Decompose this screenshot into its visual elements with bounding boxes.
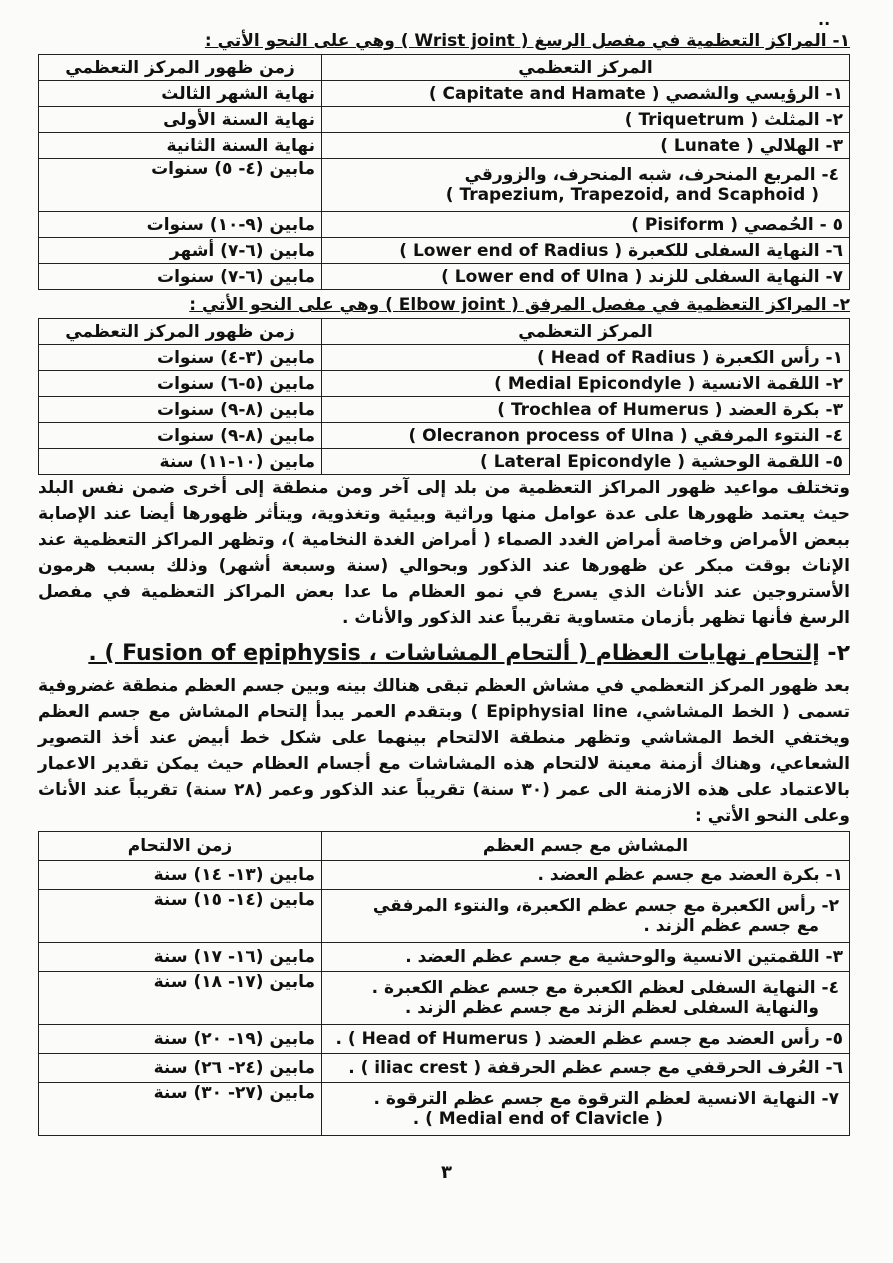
table-row — [39, 212, 850, 238]
table-row — [39, 133, 850, 159]
table-row — [39, 81, 850, 107]
cell-time: مابين (٤- ٥) سنوات — [39, 159, 322, 212]
cell-center: ١- الرؤيسي والشصي ( Capitate and Hamate ) — [322, 81, 850, 107]
cell-time: مابين (٥-٦) سنوات — [39, 371, 322, 397]
column-header-center: المركز التعظمي — [322, 319, 850, 345]
cell-time: مابين (٣-٤) سنوات — [39, 345, 322, 371]
cell-center: ٦- النهاية السفلى للكعبرة ( Lower end of Radius ) — [322, 238, 850, 264]
section-title-number: ٢- — [819, 641, 850, 666]
cell-time: مابين (٨-٩) سنوات — [39, 423, 322, 449]
table-row — [39, 972, 850, 1025]
cell-center — [322, 890, 850, 943]
cell-time: مابين (١٤- ١٥) سنة — [39, 890, 322, 943]
cell-center: ٧- النهاية السفلى للزند ( Lower end of Ulna ) — [322, 264, 850, 290]
cell-time: مابين (٩-١٠) سنوات — [39, 212, 322, 238]
cell-time: مابين (١٠-١١) سنة — [39, 449, 322, 475]
cell-time: مابين (٢٧- ٣٠) سنة — [39, 1083, 322, 1136]
table-row — [39, 1083, 850, 1136]
cell-line: ٤- المربع المنحرف، شبه المنحرف، والزورقي — [464, 165, 839, 185]
table-row — [39, 264, 850, 290]
table-row — [39, 238, 850, 264]
table-row — [39, 1054, 850, 1083]
cell-center: ٥- اللقمة الوحشية ( Lateral Epicondyle ) — [322, 449, 850, 475]
cell-time: مابين (٢٤- ٢٦) سنة — [39, 1054, 322, 1083]
table-row — [39, 861, 850, 890]
column-header-time: زمن الالتحام — [39, 832, 322, 861]
cell-line: والنهاية السفلى لعظم الزند مع جسم عظم الزند . — [404, 998, 819, 1018]
column-header-time: زمن ظهور المركز التعظمي — [39, 319, 322, 345]
column-header-center: المشاش مع جسم العظم — [322, 832, 850, 861]
table-row — [39, 371, 850, 397]
cell-line: ٧- النهاية الانسية لعظم الترقوة مع جسم عظم الترقوة . — [373, 1089, 839, 1109]
column-header-center: المركز التعظمي — [322, 55, 850, 81]
elbow-heading: ٢- المراكز التعظمية في مفصل المرفق ( Elbow joint ) وهي على النحو الأتي : — [189, 295, 850, 315]
table-row — [39, 1025, 850, 1054]
section-title-arabic: إلتحام نهايات العظام ( ألتحام المشاشات ، — [368, 641, 820, 666]
cell-line: ٤- النهاية السفلى لعظم الكعبرة مع جسم عظم الكعبرة . — [371, 978, 839, 998]
table-row — [39, 159, 850, 212]
cell-time: مابين (١٦- ١٧) سنة — [39, 943, 322, 972]
wrist-heading: ١- المراكز التعظمية في مفصل الرسغ ( Wrist joint ) وهي على النحو الأتي : — [204, 31, 850, 51]
table-header-row — [39, 319, 850, 345]
cell-center: ٦- العُرف الحرقفي مع جسم عظم الحرقفة ( iliac crest ) . — [322, 1054, 850, 1083]
cell-line: ( Trapezium, Trapezoid, and Scaphoid ) — [445, 185, 819, 205]
cell-center: ٣- بكرة العضد ( Trochlea of Humerus ) — [322, 397, 850, 423]
fusion-table — [38, 831, 850, 1136]
document-page — [38, 30, 850, 1136]
cell-center — [322, 1083, 850, 1136]
cell-center: ٥- رأس العضد مع جسم عظم العضد ( Head of Humerus ) . — [322, 1025, 850, 1054]
table-row — [39, 345, 850, 371]
cell-center: ٥ - الحُمصي ( Pisiform ) — [322, 212, 850, 238]
table-header-row — [39, 55, 850, 81]
cell-center — [322, 972, 850, 1025]
cell-center — [322, 159, 850, 212]
section-title — [38, 637, 850, 671]
table-row — [39, 423, 850, 449]
section-title-english: Fusion of epiphysis ) . — [88, 641, 369, 666]
cell-time: مابين (١٣- ١٤) سنة — [39, 861, 322, 890]
body-paragraph: وتختلف مواعيد ظهور المراكز التعظمية من بلد إلى آخر ومن منطقة إلى أخرى ضمن نفس البلد حيث يعتمد ظهورها على عدة عوامل منها وراثية وبيئية وتغذوية، ويتأثر ظهورها أيضا عند الإصابة ببعض الأمراض وخاصة أمراض الغدد الصماء ( أمراض الغدة النخامية )، وتظهر المراكز التعظمية عند الإناث بوقت مبكر عن ظهورها عند الذكور وبحوالي (سنة وسبعة أشهر) وذلك بسبب هرمون الأستروجين عند الأناث الذي يسرع في نمو العظام ما عدا بعض المراكز التعظمية في مفصل الرسغ فأنها تظهر بأزمان متساوية تقريباً عند الذكور والأناث . — [38, 478, 850, 628]
cell-center: ٢- اللقمة الانسية ( Medial Epicondyle ) — [322, 371, 850, 397]
fusion-paragraph: بعد ظهور المركز التعظمي في مشاش العظم تبقى هنالك بينه وبين جسم العظم منطقة غضروفية تسمى ( الخط المشاشي، Epiphysial line ) وبتقدم العمر يبدأ إلتحام المشاش مع جسم العظم ويختفي الخط المشاشي وتظهر منطقة الالتحام بينهما على شكل خط أبيض عند أخذ التصوير الشعاعي، وهناك أزمنة معينة لالتحام هذه المشاشات مع أجسام العظام حيث يمكن تقدير الاعمار بالاعتماد على هذه الازمنة الى عمر (٣٠ سنة) تقريباً عند الذكور وعمر (٢٨ سنة) تقريباً عند الأناث وعلى النحو الأتي : — [38, 676, 850, 826]
wrist-table — [38, 54, 850, 290]
elbow-table — [38, 318, 850, 475]
cell-time: مابين (١٩- ٢٠) سنة — [39, 1025, 322, 1054]
cell-center: ٢- المثلث ( Triquetrum ) — [322, 107, 850, 133]
cell-line: ٢- رأس الكعبرة مع جسم عظم الكعبرة، والنتوء المرفقي — [372, 896, 839, 916]
cell-center: ٣- الهلالي ( Lunate ) — [322, 133, 850, 159]
cell-line: ( Medial end of Clavicle ) . — [412, 1109, 663, 1129]
cell-center: ٣- اللقمتين الانسية والوحشية مع جسم عظم العضد . — [322, 943, 850, 972]
table-row — [39, 397, 850, 423]
cell-time: مابين (١٧- ١٨) سنة — [39, 972, 322, 1025]
cell-time: مابين (٦-٧) أشهر — [39, 238, 322, 264]
cell-time: مابين (٦-٧) سنوات — [39, 264, 322, 290]
cell-line: مع جسم عظم الزند . — [643, 916, 819, 936]
cell-time: مابين (٨-٩) سنوات — [39, 397, 322, 423]
table-header-row — [39, 832, 850, 861]
cell-time: نهاية السنة الأولى — [39, 107, 322, 133]
margin-dots: ·· — [818, 14, 831, 33]
cell-time: نهاية الشهر الثالث — [39, 81, 322, 107]
table-row — [39, 449, 850, 475]
table-row — [39, 890, 850, 943]
page-number: ٣ — [441, 1162, 452, 1183]
table-row — [39, 943, 850, 972]
cell-center: ١- بكرة العضد مع جسم عظم العضد . — [322, 861, 850, 890]
table-row — [39, 107, 850, 133]
cell-center: ٤- النتوء المرفقي ( Olecranon process of Ulna ) — [322, 423, 850, 449]
cell-center: ١- رأس الكعبرة ( Head of Radius ) — [322, 345, 850, 371]
column-header-time: زمن ظهور المركز التعظمي — [39, 55, 322, 81]
cell-time: نهاية السنة الثانية — [39, 133, 322, 159]
